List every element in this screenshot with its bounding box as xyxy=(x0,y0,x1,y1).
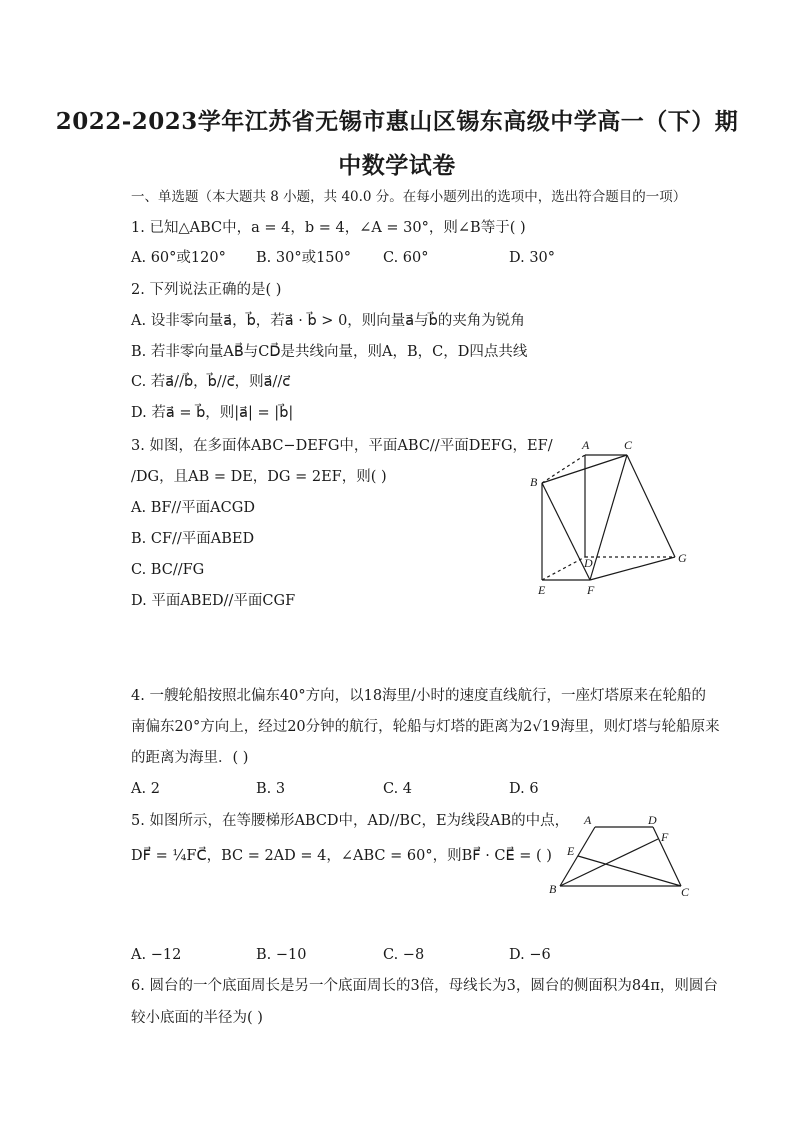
q2-option-a: A. 设非零向量a⃗，b⃗，若a⃗ · b⃗ > 0，则向量a⃗与b⃗的夹角为锐角 xyxy=(131,313,525,329)
q5-label-a: A xyxy=(584,813,592,827)
q3-label-a: A xyxy=(582,438,590,452)
q4-option-c: C. 4 xyxy=(383,781,413,797)
q2-stem: 2. 下列说法正确的是( ) xyxy=(131,282,282,298)
q4-option-a: A. 2 xyxy=(131,781,160,797)
q4-line2: 南偏东20°方向上，经过20分钟的航行，轮船与灯塔的距离为2√19海里，则灯塔与轮船原来 xyxy=(131,719,720,735)
page-title-line1: 2022-2023学年江苏省无锡市惠山区锡东高级中学高一（下）期 xyxy=(55,108,739,135)
q2-option-c: C. 若a⃗//b⃗，b⃗//c⃗，则a⃗//c⃗ xyxy=(131,374,291,390)
section-heading: 一、单选题（本大题共 8 小题，共 40.0 分。在每小题列出的选项中，选出符合题目的一项） xyxy=(131,189,687,205)
q3-label-b: B xyxy=(530,475,538,489)
q3-label-g: G xyxy=(678,551,687,565)
q4-option-d: D. 6 xyxy=(509,781,539,797)
q2-option-b: B. 若非零向量AB⃗与CD⃗是共线向量，则A，B，C，D四点共线 xyxy=(131,344,528,360)
q3-option-a: A. BF//平面ACGD xyxy=(131,500,255,516)
q5-label-f: F xyxy=(661,830,669,844)
q4-option-b: B. 3 xyxy=(256,781,286,797)
q3-option-b: B. CF//平面ABED xyxy=(131,531,255,547)
q5-option-a: A. −12 xyxy=(131,947,182,963)
q5-line2: DF⃗ = ¼FC⃗，BC = 2AD = 4，∠ABC = 60°，则BF⃗ · CE⃗ = ( ) xyxy=(131,848,552,864)
q1-option-d: D. 30° xyxy=(509,250,556,266)
q3-label-c: C xyxy=(624,438,633,452)
q5-line1: 5. 如图所示，在等腰梯形ABCD中，AD//BC，E为线段AB的中点， xyxy=(131,813,570,829)
q1-stem: 1. 已知△ABC中，a = 4，b = 4，∠A = 30°，则∠B等于( ) xyxy=(131,220,526,236)
q1-option-a: A. 60°或120° xyxy=(131,250,226,266)
q5-label-e: E xyxy=(567,844,575,858)
q5-trapezoid-figure xyxy=(545,808,700,900)
q2-option-d: D. 若a⃗ = b⃗，则|a⃗| = |b⃗| xyxy=(131,405,294,421)
q3-stem-line2: /DG，且AB = DE，DG = 2EF，则( ) xyxy=(131,469,387,485)
q5-option-d: D. −6 xyxy=(509,947,551,963)
q6-line1: 6. 圆台的一个底面周长是另一个底面周长的3倍，母线长为3，圆台的侧面积为84π，则圆台 xyxy=(131,978,718,994)
q5-option-b: B. −10 xyxy=(256,947,307,963)
q1-option-c: C. 60° xyxy=(383,250,429,266)
q5-label-d: D xyxy=(648,813,657,827)
q6-line2: 较小底面的半径为( ) xyxy=(131,1010,263,1026)
q1-option-b: B. 30°或150° xyxy=(256,250,352,266)
q3-label-d: D xyxy=(584,556,593,570)
q3-label-f: F xyxy=(587,583,595,597)
q5-label-c: C xyxy=(681,885,690,899)
q4-line1: 4. 一艘轮船按照北偏东40°方向，以18海里/小时的速度直线航行，一座灯塔原来在轮船的 xyxy=(131,688,706,704)
q3-label-e: E xyxy=(538,583,546,597)
q3-stem-line1: 3. 如图，在多面体ABC−DEFG中，平面ABC//平面DEFG，EF/ xyxy=(131,438,553,454)
q3-polyhedron-figure xyxy=(525,435,700,600)
q4-line3: 的距离为海里．( ) xyxy=(131,750,249,766)
q5-label-b: B xyxy=(549,882,557,896)
q3-option-d: D. 平面ABED//平面CGF xyxy=(131,593,296,609)
q3-option-c: C. BC//FG xyxy=(131,562,205,578)
q5-option-c: C. −8 xyxy=(383,947,425,963)
page-title-line2: 中数学试卷 xyxy=(338,152,456,179)
